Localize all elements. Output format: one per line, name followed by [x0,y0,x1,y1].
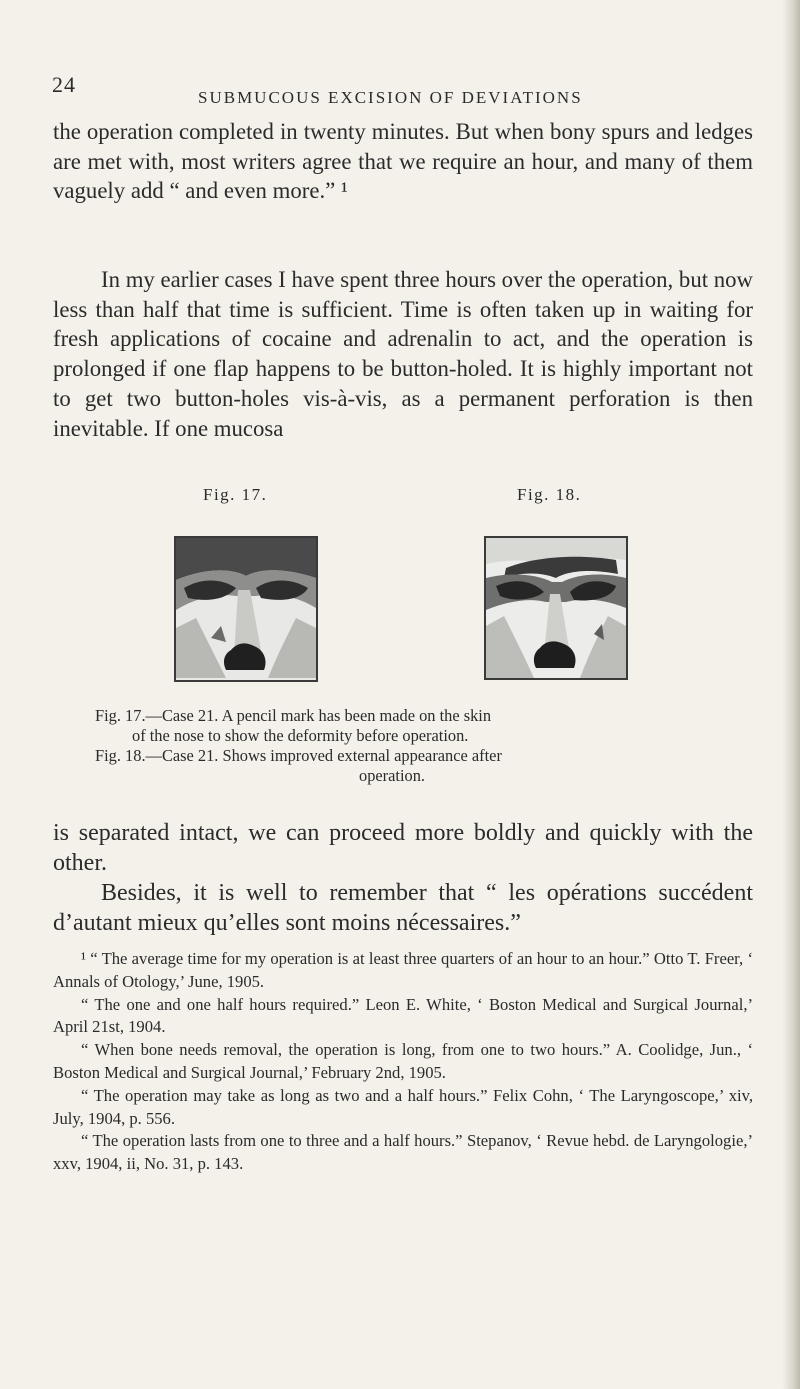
footnote: ¹ “ The average time for my operation is at least three quarters of an hour to an hour.” Otto T. Freer, ‘ Annals of Otology,’ June, 1905. [53,949,753,991]
footnote: “ The one and one half hours required.” Leon E. White, ‘ Boston Medical and Surgical Journal,’ April 21st, 1904. [53,994,753,1037]
figure-17-caption-continued: of the nose to show the deformity before operation. [132,726,469,745]
body-paragraph-3: is separated intact, we can proceed more boldly and quickly with the other. [53,820,753,876]
footnotes [53,948,753,1176]
body-paragraph-4: Besides, it is well to remember that “ les opérations succédent d’autant mieux qu’elles sont moins nécessaires.” [53,880,753,936]
footnote: “ The operation lasts from one to three and a half hours.” Stepanov, ‘ Revue hebd. de Laryngologie,’ xxv, 1904, ii, No. 31, p. 143. [53,1131,753,1174]
footnote: “ When bone needs removal, the operation is long, from one to two hours.” A. Coolidge, Jun., ‘ Boston Medical and Surgical Journal,’ February 2nd, 1905. [53,1040,753,1082]
figure-17-caption: Fig. 17.—Case 21. A pencil mark has been made on the skin [95,706,492,725]
body-paragraph-2: In my earlier cases I have spent three hours over the operation, but now less than half that time is sufficient. Time is often taken up in waiting for fresh applications of cocaine and adrenalin to act, and the operation is prolonged if one flap happens to be button-holed. It is highly important not to get two button-holes vis-à-vis, as a permanent perforation is then inevitable. If one mucosa [53,267,754,441]
figure-18-photo [484,536,628,680]
running-head: SUBMUCOUS EXCISION OF DEVIATIONS [198,88,583,107]
figure-18-caption: Fig. 18.—Case 21. Shows improved external appearance after [95,746,502,765]
body-paragraph-1: the operation completed in twenty minutes. But when bony spurs and ledges are met with, most writers agree that we require an hour, and many of them vaguely add “ and even more.” ¹ [53,119,753,204]
page-edge-shadow [782,0,800,1389]
footnote: “ The operation may take as long as two and a half hours.” Felix Cohn, ‘ The Laryngoscope,’ xiv, July, 1904, p. 556. [53,1085,753,1128]
figure-17-label: Fig. 17. [203,485,268,504]
figure-17-photo [174,536,318,682]
figure-18-label: Fig. 18. [517,485,582,504]
page-number: 24 [52,72,76,97]
figure-18-caption-continued: operation. [359,766,425,785]
